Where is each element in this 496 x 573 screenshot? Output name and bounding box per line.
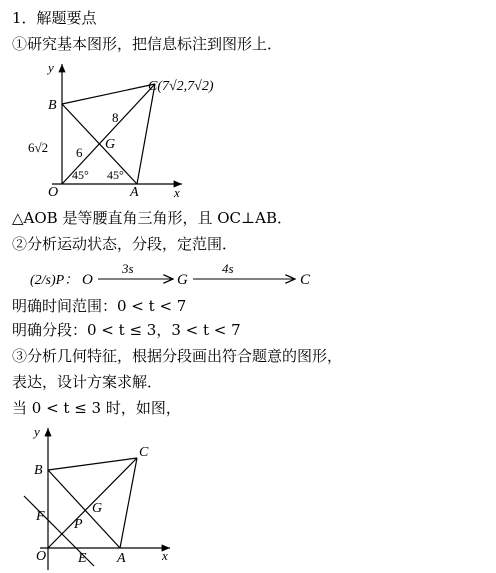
label-y: y <box>48 60 54 75</box>
label-angle-o: 45° <box>72 168 89 182</box>
motion-point-c: C <box>300 272 311 288</box>
label-length-gc: 8 <box>112 110 119 125</box>
figure-1 <box>22 60 222 200</box>
label-o: O <box>48 185 59 200</box>
label-x: x <box>162 548 168 563</box>
segment-ca <box>137 84 155 184</box>
step-3-text: ③分析几何特征，根据分段画出符合题意的图形， <box>12 347 343 365</box>
segment-bc <box>62 84 155 104</box>
label-e: E <box>78 551 87 566</box>
label-length-og: 6 <box>76 145 83 160</box>
label-a: A <box>130 185 139 200</box>
step-2-text: ②分析运动状态，分段，定范围． <box>12 235 238 253</box>
motion-time-1: 3s <box>122 261 134 276</box>
label-c: C <box>139 445 149 460</box>
label-b: B <box>48 98 57 113</box>
label-c: C(7√2,7√2) <box>148 79 214 94</box>
label-o: O <box>36 549 47 564</box>
label-a: A <box>117 551 126 566</box>
motion-time-2: 4s <box>222 261 234 276</box>
figure-2 <box>20 424 200 570</box>
time-range-text: 明确时间范围：0 < t < 7 <box>12 297 187 315</box>
label-g: G <box>92 501 103 516</box>
segment-ca <box>120 458 137 548</box>
label-f: F <box>36 509 45 524</box>
label-g: G <box>105 137 116 152</box>
label-p: P <box>74 517 83 532</box>
label-y: y <box>34 424 40 439</box>
segment-text: 明确分段：0 < t ≤ 3，3 < t < 7 <box>12 321 241 339</box>
step-3-cont-text: 表达，设计方案求解． <box>12 373 163 391</box>
label-angle-a: 45° <box>107 168 124 182</box>
label-x: x <box>174 185 180 200</box>
motion-point-g: G <box>177 272 188 288</box>
case-text: 当 0 < t ≤ 3 时，如图， <box>12 399 181 417</box>
triangle-statement: △AOB 是等腰直角三角形，且 OC⊥AB． <box>12 209 292 227</box>
motion-diagram <box>30 262 360 292</box>
motion-speed-label: (2/s)P： <box>30 273 79 288</box>
step-1-text: ①研究基本图形，把信息标注到图形上． <box>12 35 283 53</box>
label-length-ob: 6√2 <box>28 140 49 155</box>
segment-bc <box>48 458 137 470</box>
motion-point-o: O <box>82 272 93 288</box>
label-b: B <box>34 463 43 478</box>
section-heading: 1．解题要点 <box>12 9 97 27</box>
